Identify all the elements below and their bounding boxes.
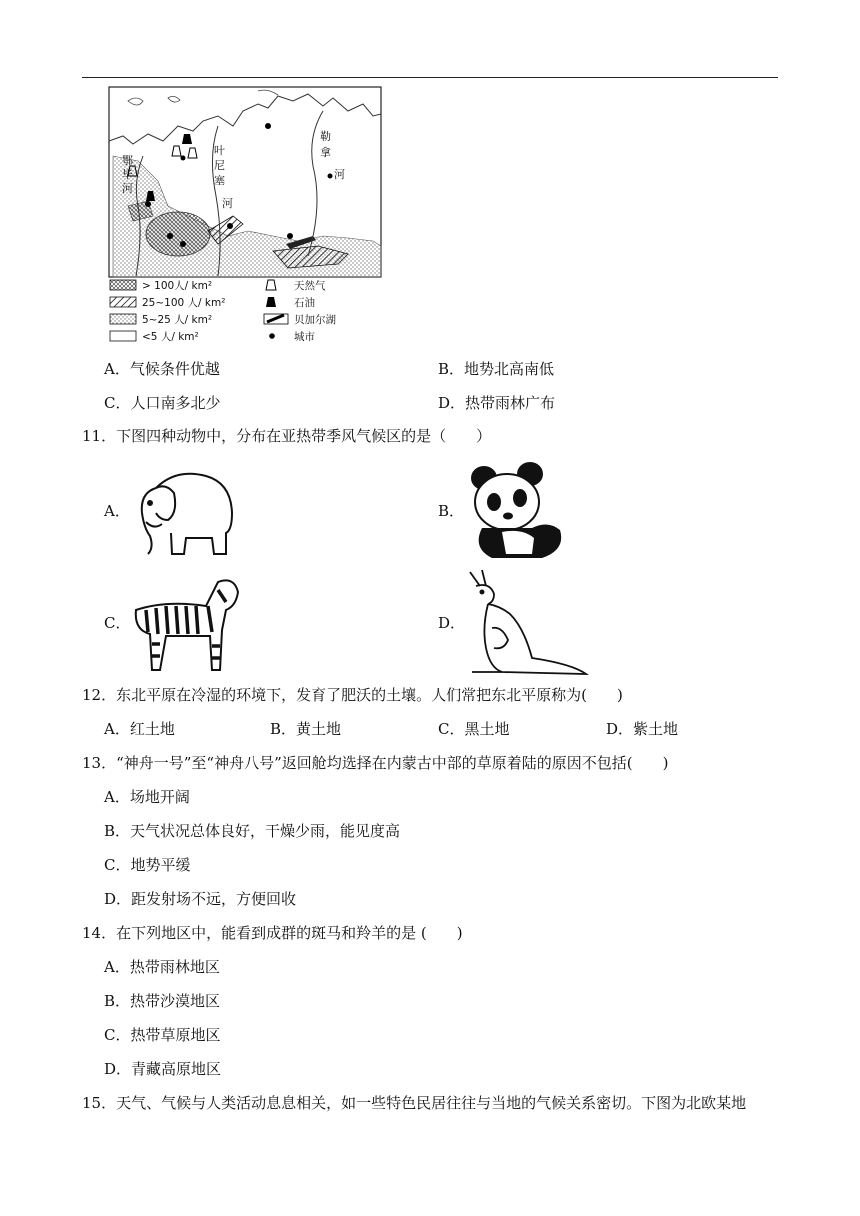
q11-option-a-label[interactable]: A． — [104, 502, 130, 520]
q13-option-d[interactable]: D．距发射场不远，方便回收 — [104, 890, 297, 908]
q12-option-c[interactable]: C．黑土地 — [438, 720, 510, 738]
map-label-yenisei-2: 尼 — [214, 159, 225, 172]
q11-option-b-label[interactable]: B． — [438, 502, 465, 520]
map-label-ob-2: 毕 — [122, 168, 133, 181]
q12-option-b[interactable]: B．黄土地 — [270, 720, 342, 738]
map-label-lena-1: 勒 — [320, 130, 331, 143]
legend-label-7: 贝加尔湖 — [294, 314, 336, 326]
zebra-icon[interactable] — [126, 570, 242, 676]
map-label-yenisei-1: 叶 — [214, 144, 225, 157]
legend-label-2: 25~100 人/ km² — [142, 297, 226, 309]
q13-option-b[interactable]: B．天气状况总体良好，干燥少雨，能见度高 — [104, 822, 401, 840]
panda-icon[interactable] — [462, 458, 568, 562]
legend-label-3: 5~25 人/ km² — [142, 314, 213, 326]
q13-option-a[interactable]: A．场地开阔 — [104, 788, 190, 806]
map-label-lena-2: 拿 — [320, 146, 331, 159]
q15-stem: 15．天气、气候与人类活动息息相关，如一些特色民居往往与当地的气候关系密切。下图为北欧某地 — [82, 1094, 747, 1112]
q13-option-c[interactable]: C．地势平缓 — [104, 856, 191, 874]
legend-label-6: 石油 — [294, 297, 315, 309]
q11-option-d-label[interactable]: D． — [438, 614, 466, 632]
map-label-yenisei-4: 河 — [222, 197, 233, 210]
q14-option-d[interactable]: D．青藏高原地区 — [104, 1060, 222, 1078]
legend-label-1: > 100人/ km² — [142, 280, 213, 292]
q12-option-d[interactable]: D．紫土地 — [606, 720, 679, 738]
elephant-icon[interactable] — [126, 458, 238, 562]
q10-option-c[interactable]: C．人口南多北少 — [104, 394, 221, 412]
q13-stem: 13．“神舟一号”至“神舟八号”返回舱均选择在内蒙古中部的草原着陆的原因不包括( ) — [82, 754, 669, 772]
map-label-ob-1: 鄂 — [122, 154, 133, 167]
q10-option-a[interactable]: A．气候条件优越 — [104, 360, 220, 378]
q14-option-b[interactable]: B．热带沙漠地区 — [104, 992, 221, 1010]
q11-stem: 11．下图四种动物中，分布在亚热带季风气候区的是（ ） — [82, 427, 492, 445]
siberia-map-figure — [108, 86, 384, 348]
q14-option-c[interactable]: C．热带草原地区 — [104, 1026, 221, 1044]
legend-label-5: 天然气 — [294, 280, 326, 292]
q10-option-b[interactable]: B．地势北高南低 — [438, 360, 555, 378]
q14-stem: 14．在下列地区中，能看到成群的斑马和羚羊的是 ( ) — [82, 924, 463, 942]
q12-stem: 12．东北平原在冷湿的环境下，发育了肥沃的土壤。人们常把东北平原称为( ) — [82, 686, 623, 704]
dense-population-zone — [146, 212, 210, 256]
legend-label-8: 城市 — [294, 331, 315, 343]
map-label-yenisei-3: 塞 — [214, 174, 225, 187]
q14-option-a[interactable]: A．热带雨林地区 — [104, 958, 220, 976]
header-rule — [82, 77, 778, 78]
q12-option-a[interactable]: A．红土地 — [104, 720, 175, 738]
map-label-ob-3: 河 — [122, 182, 133, 195]
kangaroo-icon[interactable] — [462, 568, 590, 680]
map-legend — [110, 279, 336, 343]
q11-option-c-label[interactable]: C． — [104, 614, 131, 632]
map-label-lena-3: 河 — [334, 168, 345, 181]
legend-label-4: <5 人/ km² — [142, 331, 199, 343]
q10-option-d[interactable]: D．热带雨林广布 — [438, 394, 556, 412]
